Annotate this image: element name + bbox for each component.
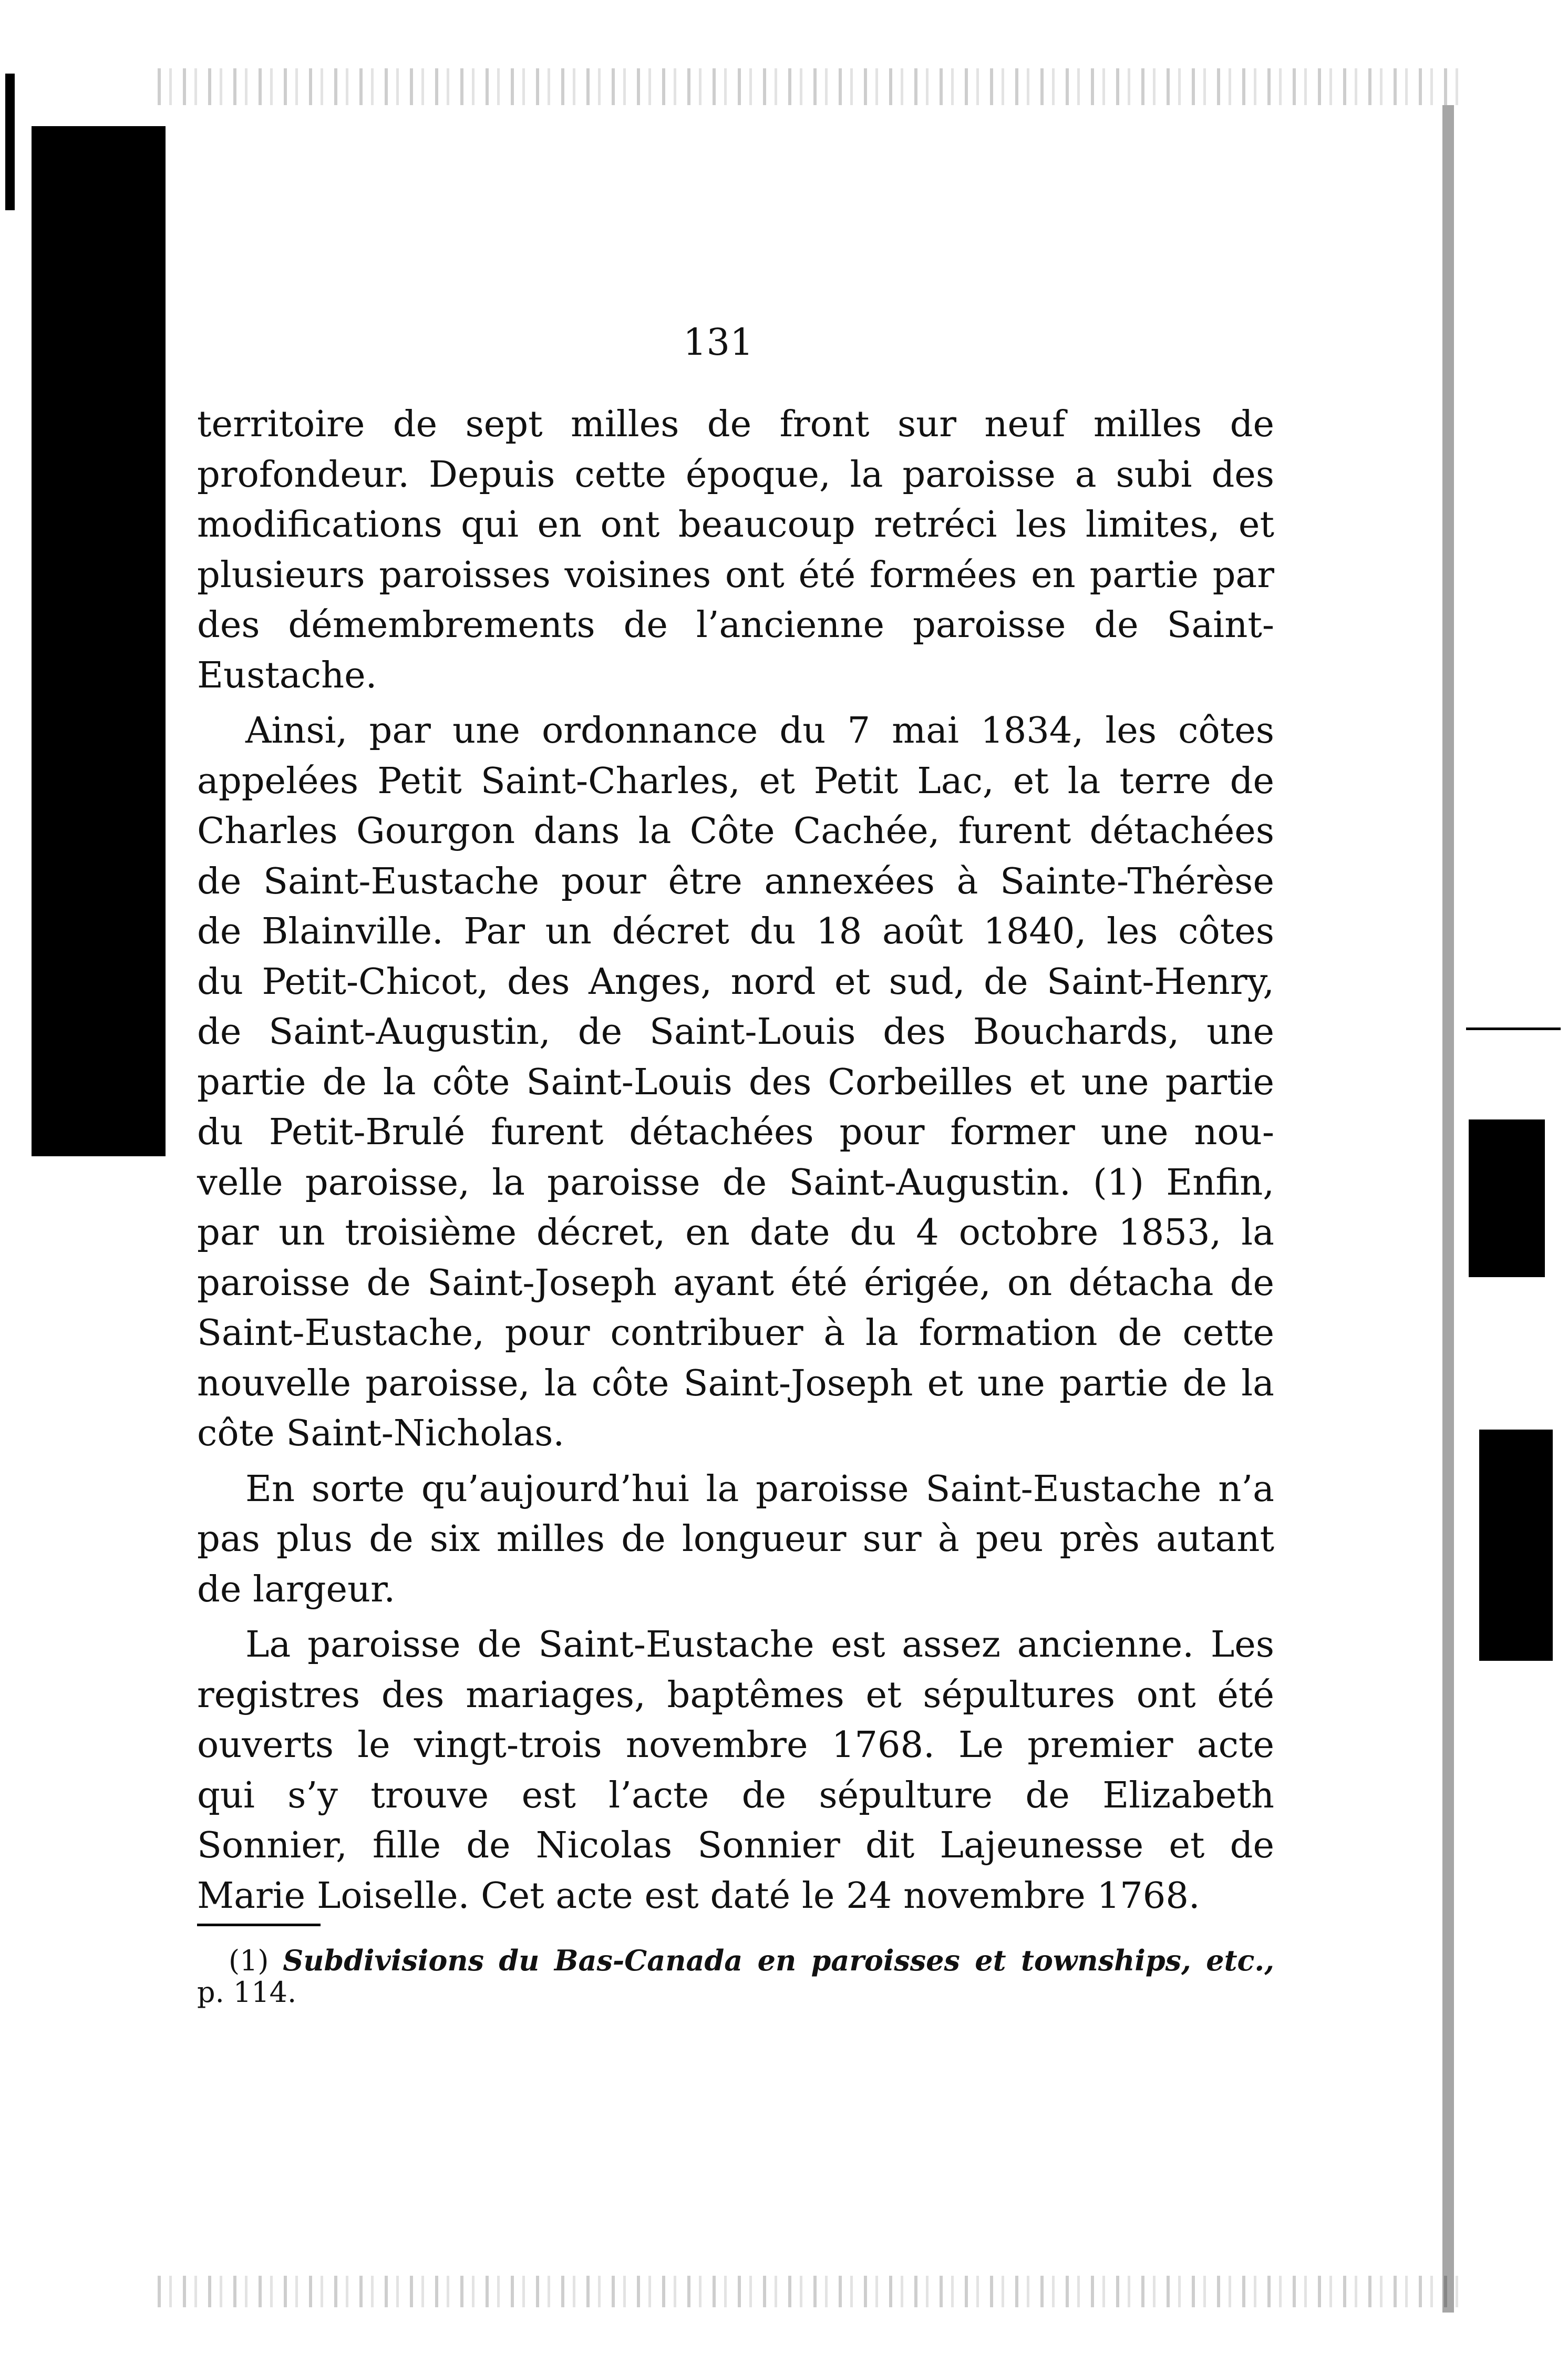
footnote-marker: (1) <box>229 1944 269 1977</box>
text-line: nouvelle paroisse, la côte Saint-Joseph et une partie de la <box>197 1362 1274 1404</box>
page-number: 131 <box>683 321 754 364</box>
text-line: ouverts le vingt-trois novembre 1768. Le premier acte <box>197 1724 1274 1766</box>
paragraph-3 <box>197 1464 1274 1615</box>
text-line: de largeur. <box>197 1568 396 1610</box>
scan-edge-right-strip <box>1442 105 1454 2313</box>
text-line: de Blainville. Par un décret du 18 août 1840, les côtes <box>197 910 1274 952</box>
footnote-separator <box>197 1924 321 1926</box>
scan-bottom-speckle <box>158 2276 1461 2307</box>
text-line: registres des mariages, baptêmes et sépultures ont été <box>197 1673 1274 1716</box>
text-line: plusieurs paroisses voisines ont été formées en partie par <box>197 553 1274 596</box>
scan-edge-right-block-2 <box>1479 1430 1553 1661</box>
footnote-page-ref: p. 114. <box>197 1976 297 2009</box>
text-line: partie de la côte Saint-Louis des Corbeilles et une partie <box>197 1061 1274 1103</box>
text-line: appelées Petit Saint-Charles, et Petit Lac, et la terre de <box>197 759 1274 802</box>
paragraph-2 <box>197 706 1274 1459</box>
footnote-line <box>197 1945 1274 1977</box>
text-line: En sorte qu’aujourd’hui la paroisse Saint-Eustache n’a <box>245 1467 1274 1510</box>
paragraph-4 <box>197 1620 1274 1921</box>
text-line: du Petit-Brulé furent détachées pour former une nou- <box>197 1111 1274 1153</box>
text-line: côte Saint-Nicholas. <box>197 1412 565 1454</box>
text-line: qui s’y trouve est l’acte de sépulture de Elizabeth <box>197 1774 1274 1816</box>
text-line: paroisse de Saint-Joseph ayant été érigée, on détacha de <box>197 1261 1274 1304</box>
text-line: Sonnier, fille de Nicolas Sonnier dit Lajeunesse et de <box>197 1824 1274 1866</box>
text-line: territoire de sept milles de front sur neuf milles de <box>197 403 1274 445</box>
footnote <box>197 1945 1274 2008</box>
text-line: par un troisième décret, en date du 4 octobre 1853, la <box>197 1211 1274 1253</box>
scan-top-speckle <box>158 68 1461 105</box>
footnote-title: Subdivisions du Bas-Canada en paroisses et townships, etc., <box>283 1944 1274 1977</box>
scan-edge-right-block-1 <box>1469 1119 1545 1277</box>
paragraph-1 <box>197 399 1274 701</box>
text-line: pas plus de six milles de longueur sur à peu près autant <box>197 1518 1274 1560</box>
body-text <box>197 399 1274 1921</box>
text-line: profondeur. Depuis cette époque, la paroisse a subi des <box>197 453 1274 496</box>
text-line: Eustache. <box>197 654 377 696</box>
text-line: du Petit-Chicot, des Anges, nord et sud, de Saint-Henry, <box>197 960 1274 1003</box>
text-line: de Saint-Eustache pour être annexées à Sainte-Thérèse <box>197 860 1274 902</box>
text-line: La paroisse de Saint-Eustache est assez ancienne. Les <box>245 1624 1274 1666</box>
text-line: de Saint-Augustin, de Saint-Louis des Bouchards, une <box>197 1011 1274 1053</box>
scan-edge-right-line <box>1466 1027 1561 1030</box>
text-line: modifications qui en ont beaucoup retréci les limites, et <box>197 504 1274 546</box>
text-line: des démembrements de l’ancienne paroisse de Saint- <box>197 604 1274 646</box>
text-line: Saint-Eustache, pour contribuer à la formation de cette <box>197 1312 1274 1354</box>
text-line: velle paroisse, la paroisse de Saint-Augustin. (1) Enfin, <box>197 1161 1274 1204</box>
scan-edge-left-bar <box>32 126 166 1156</box>
text-line: Marie Loiselle. Cet acte est daté le 24 novembre 1768. <box>197 1874 1200 1917</box>
text-line: Ainsi, par une ordonnance du 7 mai 1834, les côtes <box>245 710 1274 752</box>
scan-edge-left-thin <box>5 74 15 210</box>
text-line: Charles Gourgon dans la Côte Cachée, furent détachées <box>197 810 1274 852</box>
